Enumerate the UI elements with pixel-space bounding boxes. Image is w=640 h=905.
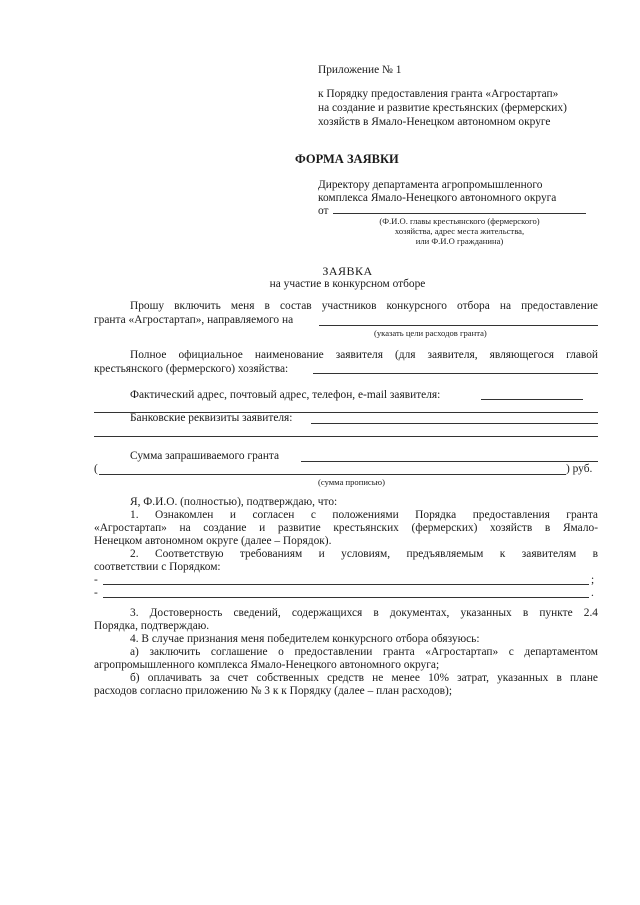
clause-4-line: 4. В случае признания меня победителем конкурсного отбора обязуюсь: bbox=[130, 633, 480, 645]
appendix-number: Приложение № 1 bbox=[318, 64, 402, 76]
requirement-field-1[interactable] bbox=[103, 584, 589, 585]
address-field[interactable] bbox=[481, 399, 583, 400]
address-label: Фактический адрес, почтовый адрес, телефон, e-mail заявителя: bbox=[130, 389, 441, 401]
grant-purpose-field[interactable] bbox=[319, 325, 598, 326]
clause-2-line: 2. Соответствую требованиям и условиям, предъявляемым к заявителям в bbox=[130, 548, 598, 560]
clause-2-line: соответствии с Порядком: bbox=[94, 561, 221, 573]
clause-1-line: Ненецком автономном округе (далее – Порядок). bbox=[94, 535, 332, 547]
request-text-line: Прошу включить меня в состав участников конкурсного отбора на предоставление bbox=[130, 300, 598, 312]
request-text-line: гранта «Агростартап», направляемого на bbox=[94, 314, 294, 326]
clause-4b-line: б) оплачивать за счет собственных средств не менее 10% затрат, указанных в плане bbox=[130, 672, 598, 684]
application-title: ЗАЯВКА bbox=[322, 264, 373, 278]
applicant-name-field[interactable] bbox=[313, 373, 598, 374]
amount-currency: ) руб. bbox=[566, 463, 593, 475]
amount-open-paren: ( bbox=[94, 463, 98, 475]
requirement-end-mark: ; bbox=[591, 574, 595, 586]
appendix-reference-line: хозяйств в Ямало-Ненецком автономном округе bbox=[318, 116, 551, 128]
clause-4a-line: агропромышленного комплекса Ямало-Ненецкого автономного округа; bbox=[94, 659, 440, 671]
addressee-from-label: от bbox=[318, 205, 329, 217]
addressee-line: Директору департамента агропромышленного bbox=[318, 179, 543, 191]
grant-purpose-hint: (указать цели расходов гранта) bbox=[374, 328, 487, 338]
application-subtitle: на участие в конкурсном отборе bbox=[269, 278, 426, 290]
appendix-reference-line: к Порядку предоставления гранта «Агростартап» bbox=[318, 88, 559, 100]
grant-amount-words-hint: (сумма прописью) bbox=[318, 477, 385, 487]
addressee-hint-line: или Ф.И.О гражданина) bbox=[415, 236, 504, 246]
clause-3-line: 3. Достоверность сведений, содержащихся в документах, указанных в пункте 2.4 bbox=[130, 607, 598, 619]
addressee-from-field[interactable] bbox=[333, 213, 586, 214]
grant-amount-words-field[interactable] bbox=[99, 474, 566, 475]
applicant-name-label-line: крестьянского (фермерского) хозяйства: bbox=[94, 363, 289, 375]
appendix-reference-line: на создание и развитие крестьянских (фермерских) bbox=[318, 102, 567, 114]
grant-amount-field[interactable] bbox=[301, 461, 598, 462]
grant-amount-label: Сумма запрашиваемого гранта bbox=[130, 450, 280, 462]
clause-1-line: «Агростартап» на создание и развитие крестьянских (фермерских) хозяйств в Ямало- bbox=[94, 522, 598, 534]
clause-4b-line: расходов согласно приложению № 3 к к Порядку (далее – план расходов); bbox=[94, 685, 452, 697]
form-title: ФОРМА ЗАЯВКИ bbox=[295, 152, 399, 166]
requirement-field-2[interactable] bbox=[103, 597, 589, 598]
bank-details-label: Банковские реквизиты заявителя: bbox=[130, 412, 293, 424]
requirement-dash: - bbox=[94, 574, 98, 586]
bank-details-field-continued[interactable] bbox=[94, 436, 598, 437]
clause-3-line: Порядка, подтверждаю. bbox=[94, 620, 210, 632]
bank-details-field[interactable] bbox=[311, 423, 598, 424]
clause-4a-line: а) заключить соглашение о предоставлении гранта «Агростартап» с департаментом bbox=[130, 646, 598, 658]
applicant-name-label-line: Полное официальное наименование заявителя (для заявителя, являющегося главой bbox=[130, 349, 598, 361]
confirmation-intro: Я, Ф.И.О. (полностью), подтверждаю, что: bbox=[130, 496, 338, 508]
requirement-end-mark: . bbox=[591, 587, 594, 599]
addressee-hint-line: (Ф.И.О. главы крестьянского (фермерского) bbox=[379, 216, 540, 226]
clause-1-line: 1. Ознакомлен и согласен с положениями Порядка предоставления гранта bbox=[130, 509, 598, 521]
addressee-hint-line: хозяйства, адрес места жительства, bbox=[394, 226, 525, 236]
addressee-line: комплекса Ямало-Ненецкого автономного округа bbox=[318, 192, 557, 204]
requirement-dash: - bbox=[94, 587, 98, 599]
